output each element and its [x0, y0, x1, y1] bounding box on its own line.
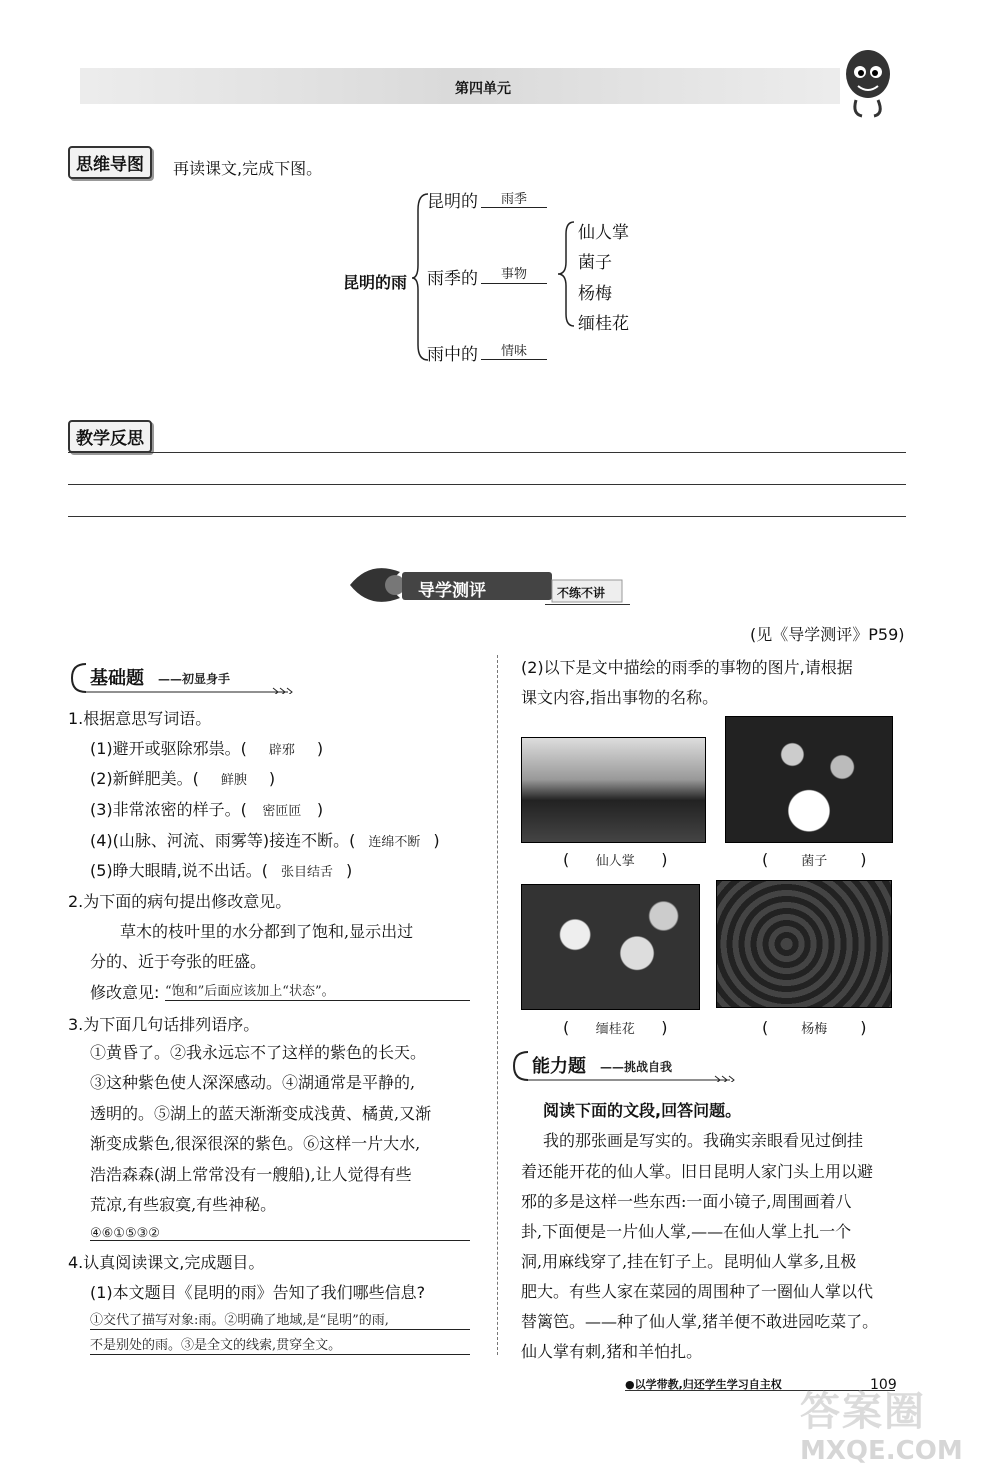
- photo-caption-1-close: ): [661, 850, 668, 869]
- q1-item-2-close: ): [268, 769, 276, 788]
- q3-line-6: 荒凉,有些寂寞,有些神秘。: [90, 1195, 277, 1214]
- photo-caption-4: [762, 1018, 902, 1037]
- photo-caption-4-answer: 杨梅: [801, 1022, 828, 1037]
- reflection-line-2: [68, 484, 906, 485]
- q4-sub-2-line-2: 课文内容,指出事物的名称。: [521, 688, 719, 707]
- q1-item-1-close: ): [316, 739, 324, 758]
- q3-line-4: 渐变成紫色,很深很深的紫色。⑥这样一片大水,: [90, 1134, 421, 1153]
- q3-stem: 3.为下面几句话排列语序。: [68, 1015, 260, 1034]
- photo-cactus: [521, 737, 706, 843]
- column-divider: [497, 655, 498, 1355]
- photo-caption-2-close: ): [860, 850, 867, 869]
- watermark-logo: 答案圈: [800, 1389, 926, 1435]
- q4-answer-1: ①交代了描写对象:雨。②明确了地域,是“昆明”的雨,: [90, 1313, 389, 1328]
- branch-2-blank: [481, 263, 547, 284]
- branch-2-answer: 事物: [500, 267, 527, 282]
- branch-3-answer: 情味: [500, 344, 527, 359]
- q4-answer-2: 不是别处的雨。③是全文的线索,贯穿全文。: [90, 1338, 342, 1353]
- photo-caption-3-close: ): [661, 1018, 668, 1037]
- q2-sentence-1: 草木的枝叶里的水分都到了饱和,显示出过: [120, 922, 414, 941]
- branch-3-label: 雨中的: [427, 345, 478, 365]
- ability-subtitle: ——挑战自我: [600, 1060, 673, 1074]
- q3-line-2: ③这种紫色使人深深感动。④湖通常是平静的,: [90, 1073, 416, 1092]
- branch-1-answer: 雨季: [500, 192, 527, 207]
- q1-item-3-close: ): [316, 800, 324, 819]
- mindmap-brace-things: [558, 218, 578, 330]
- unit-title: 第四单元: [455, 81, 511, 97]
- reflection-tag: 教学反思: [68, 420, 152, 453]
- q3-line-3: 透明的。⑤湖上的蓝天渐渐变成浅黄、橘黄,又渐: [90, 1104, 432, 1123]
- q1-item-3-text: (3)非常浓密的样子。(: [90, 800, 247, 819]
- q4-sub-2-line-1: (2)以下是文中描绘的雨季的事物的图片,请根据: [521, 658, 853, 677]
- q1-item-2-text: (2)新鲜肥美。(: [90, 769, 199, 788]
- q1-item-4: [90, 828, 440, 851]
- thing-2: 菌子: [578, 253, 612, 273]
- q1-item-5-text: (5)睁大眼睛,说不出话。(: [90, 861, 268, 880]
- photo-caption-2: [762, 850, 902, 869]
- photo-caption-1-answer: 仙人掌: [595, 854, 635, 869]
- photo-caption-4-open: (: [762, 1018, 769, 1037]
- q1-item-3: [90, 797, 323, 820]
- ability-line-8: 仙人掌有刺,猪和羊怕扎。: [521, 1342, 703, 1361]
- ability-line-7: 替篱笆。——种了仙人掌,猪羊便不敢进园吃菜了。: [521, 1312, 879, 1331]
- ability-line-1: 我的那张画是写实的。我确实亲眼看见过倒挂: [543, 1131, 864, 1150]
- q1-item-2-answer: 鲜腴: [220, 773, 247, 788]
- photo-caption-2-open: (: [762, 850, 769, 869]
- photo-caption-1-open: (: [563, 850, 570, 869]
- photo-caption-3: [563, 1018, 703, 1037]
- q2-stem: 2.为下面的病句提出修改意见。: [68, 892, 292, 911]
- page-number: 109: [870, 1377, 897, 1393]
- ability-line-5: 洞,用麻线穿了,挂在钉子上。昆明仙人掌多,且极: [521, 1252, 857, 1271]
- photo-bayberry: [716, 880, 892, 1008]
- q3-answer: ④⑥①⑤③②: [90, 1226, 160, 1241]
- q4-answer-line-2: [90, 1334, 470, 1355]
- reflection-line-1: [68, 452, 906, 453]
- q1-item-4-answer: 连绵不断: [368, 835, 421, 850]
- q1-item-5-answer: 张目结舌: [280, 865, 333, 880]
- ability-line-3: 邪的多是这样一些东西:一面小镜子,周围画着八: [521, 1192, 852, 1211]
- photo-magnolia: [521, 884, 700, 1010]
- q3-answer-line: [90, 1222, 470, 1241]
- photo-caption-3-answer: 缅桂花: [595, 1022, 635, 1037]
- ability-title: 能力题: [532, 1056, 586, 1077]
- basic-title: 基础题: [90, 668, 144, 689]
- q1-item-1-answer: 辟邪: [268, 743, 295, 758]
- guide-subtitle: 不练不讲: [557, 586, 606, 600]
- ability-heading: [510, 1048, 740, 1082]
- guide-reference: (见《导学测评》P59): [750, 625, 905, 644]
- mascot-icon: [838, 42, 898, 122]
- q2-answer: “饱和”后面应该加上“状态”。: [165, 984, 335, 999]
- footer-slogan: ●以学带教,归还学生学习自主权: [625, 1378, 782, 1391]
- q4-sub-1: (1)本文题目《昆明的雨》告知了我们哪些信息?: [90, 1283, 426, 1302]
- branch-2-label: 雨季的: [427, 269, 478, 289]
- mindmap-center: 昆明的雨: [343, 273, 408, 292]
- q1-stem: 1.根据意思写词语。: [68, 709, 212, 728]
- reflection-line-3: [68, 516, 906, 517]
- q1-item-1: [90, 736, 323, 759]
- thing-3: 杨梅: [578, 284, 612, 304]
- branch-3-blank: [481, 340, 547, 360]
- branch-1-blank: [481, 188, 547, 208]
- q1-item-4-text: (4)(山脉、河流、雨雾等)接连不断。(: [90, 831, 356, 850]
- q4-answer-line-1: [90, 1309, 470, 1330]
- q4-stem: 4.认真阅读课文,完成题目。: [68, 1253, 265, 1272]
- photo-mushroom: [725, 716, 893, 843]
- q1-item-3-answer: 密匝匝: [262, 804, 302, 819]
- q3-line-5: 浩浩森森(湖上常常没有一艘船),让人觉得有些: [90, 1165, 412, 1184]
- q1-item-4-close: ): [433, 831, 440, 850]
- q1-item-5-close: ): [346, 861, 353, 880]
- q3-line-1: ①黄昏了。②我永远忘不了这样的紫色的长天。: [90, 1043, 427, 1062]
- photo-caption-3-open: (: [563, 1018, 570, 1037]
- q1-item-5: [90, 858, 352, 881]
- mindmap-tag: 思维导图: [68, 146, 152, 179]
- photo-caption-2-answer: 菌子: [801, 854, 828, 869]
- basic-subtitle: ——初显身手: [158, 672, 231, 686]
- q2-label: 修改意见:: [90, 983, 160, 1002]
- photo-caption-1: [563, 850, 703, 869]
- guide-title: 导学测评: [418, 581, 486, 601]
- ability-line-4: 卦,下面便是一片仙人掌,——在仙人掌上扎一个: [521, 1222, 852, 1241]
- basic-heading: [68, 660, 298, 694]
- branch-1-label: 昆明的: [427, 192, 478, 212]
- ability-line-2: 着还能开花的仙人掌。旧日昆明人家门头上用以避: [521, 1162, 874, 1181]
- q2-answer-line: [165, 980, 470, 1001]
- watermark-text: MXQE.COM: [800, 1436, 963, 1466]
- q2-sentence-2: 分的、近于夸张的旺盛。: [90, 952, 267, 971]
- thing-4: 缅桂花: [578, 314, 629, 334]
- ability-instruction: 阅读下面的文段,回答问题。: [543, 1101, 742, 1120]
- mindmap-instruction: 再读课文,完成下图。: [173, 159, 323, 178]
- q1-item-2: [90, 766, 275, 789]
- ability-line-6: 肥大。有些人家在菜园的周围种了一圈仙人掌以代: [521, 1282, 874, 1301]
- thing-1: 仙人掌: [578, 223, 629, 243]
- q1-item-1-text: (1)避开或驱除邪祟。(: [90, 739, 247, 758]
- photo-caption-4-close: ): [860, 1018, 867, 1037]
- guide-divider: [545, 604, 630, 605]
